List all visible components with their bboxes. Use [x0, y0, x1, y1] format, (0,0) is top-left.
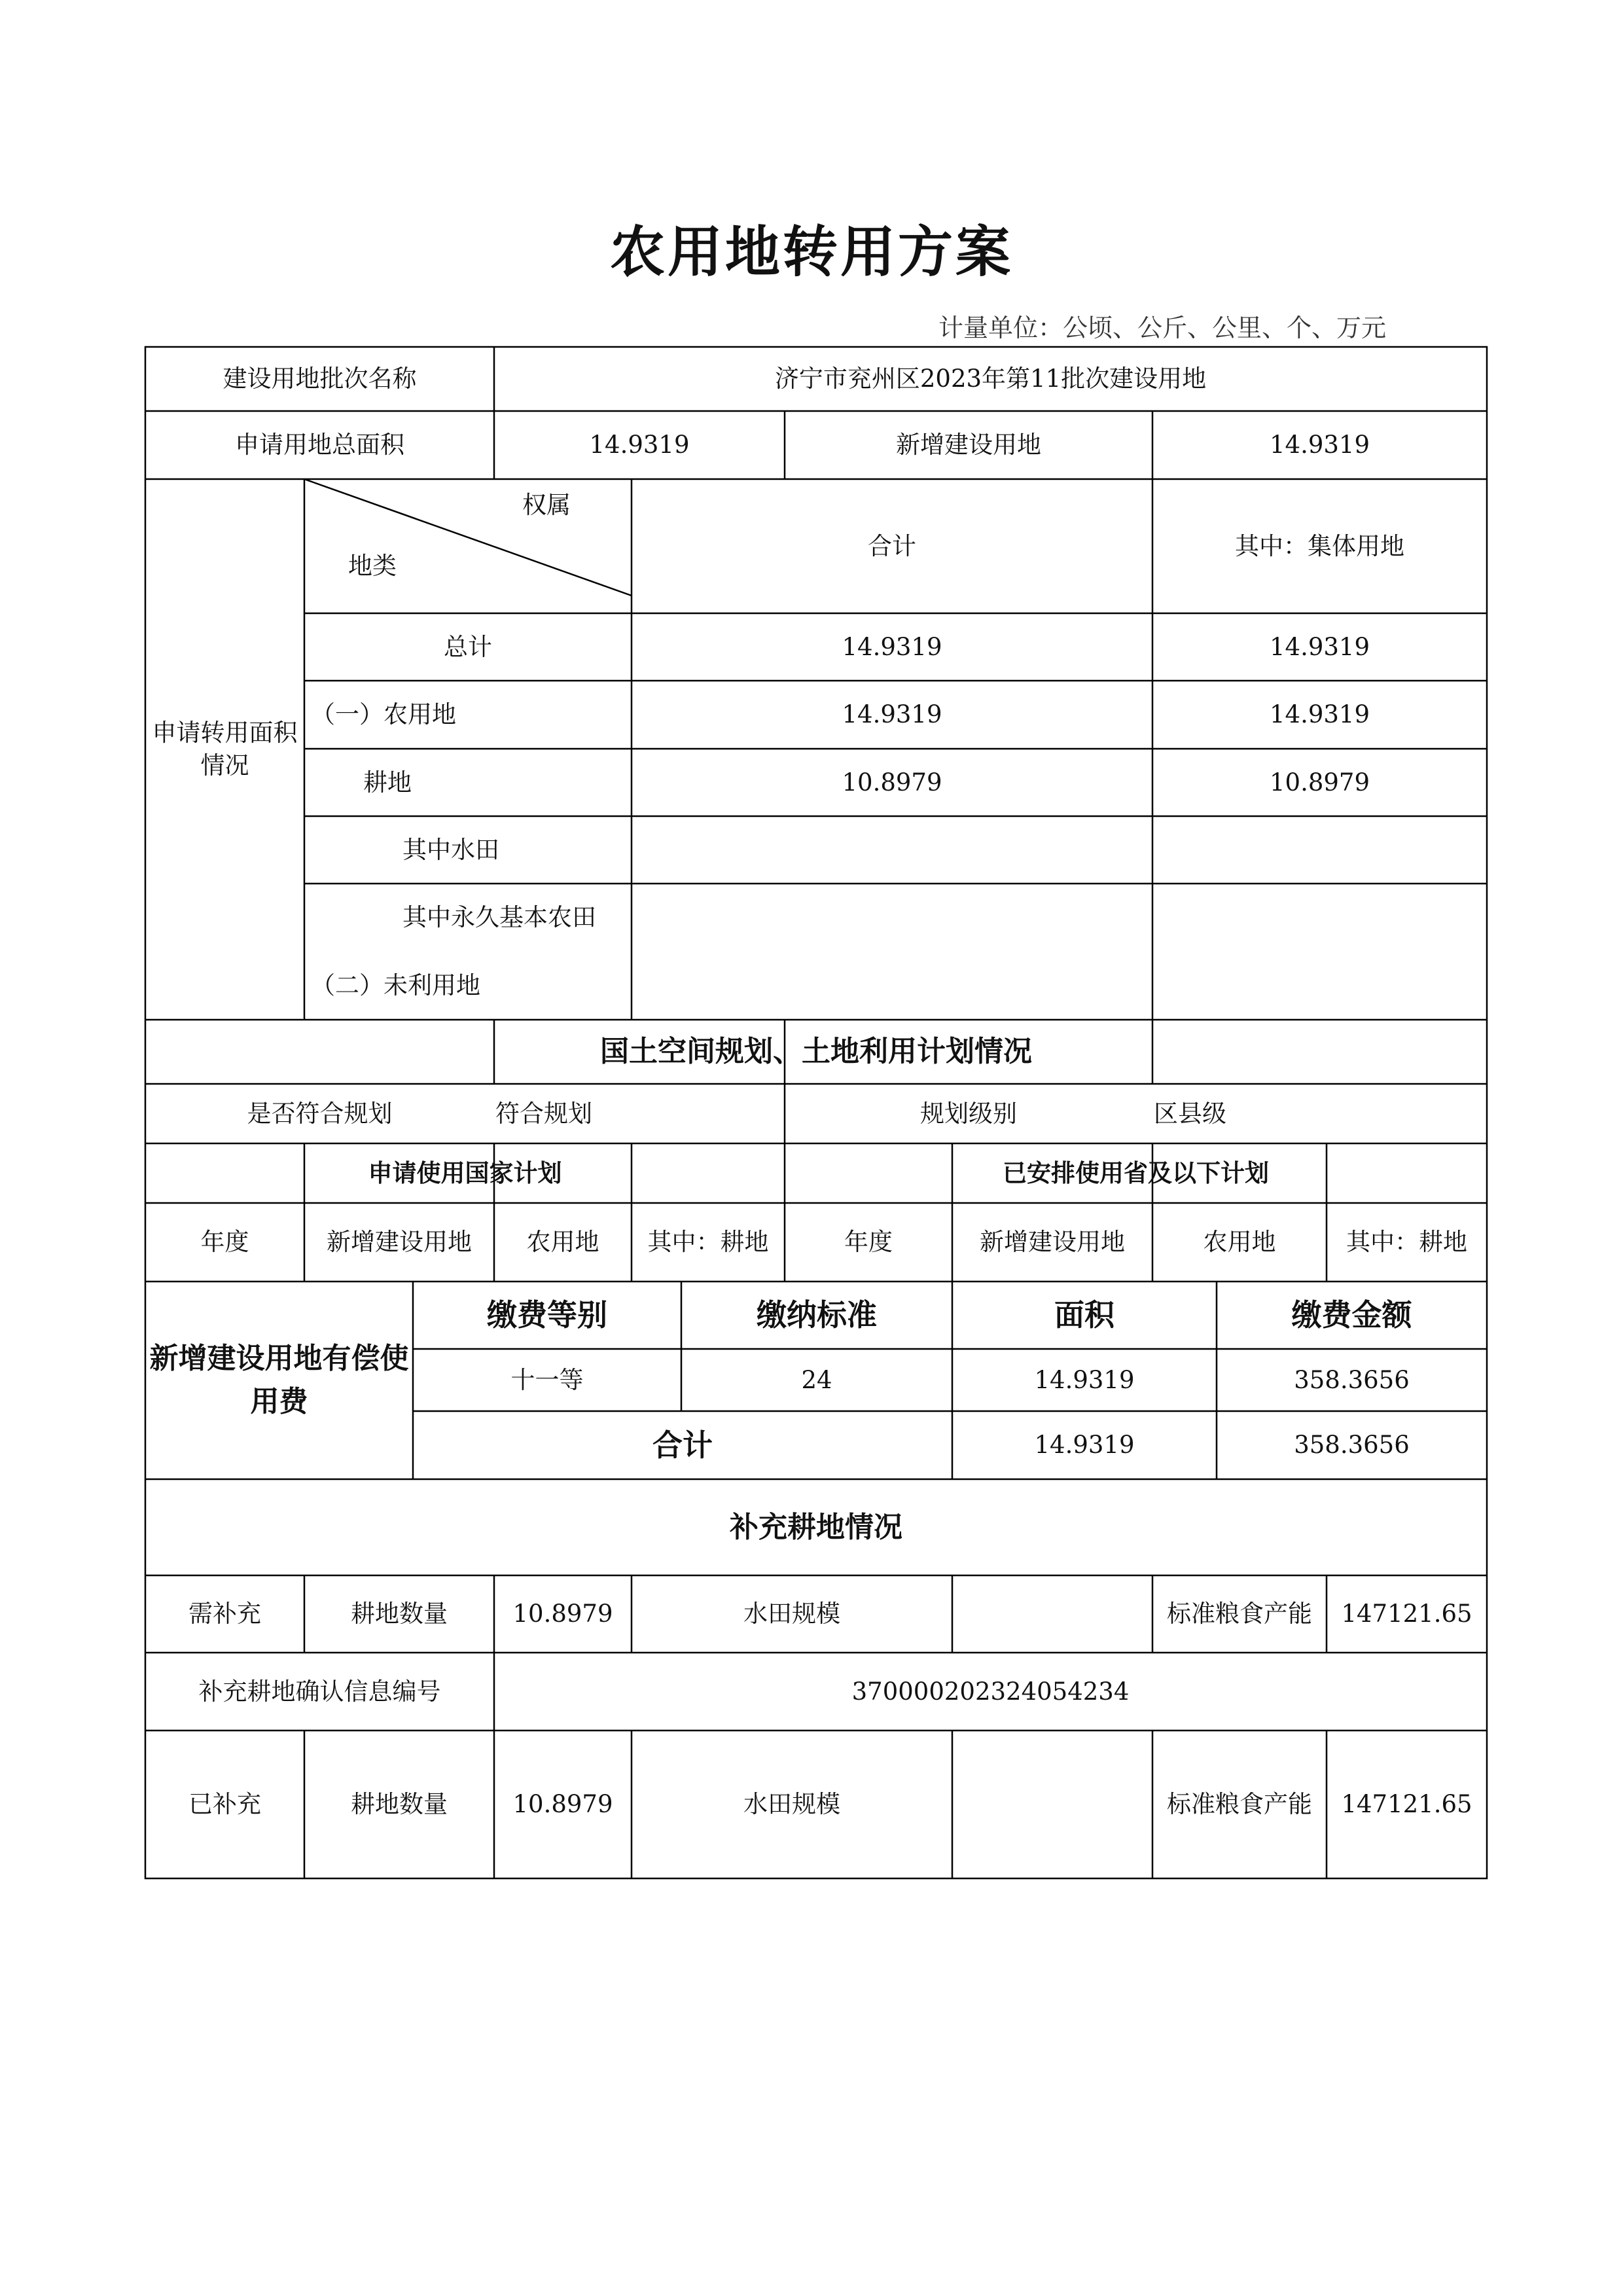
total-area-value: 14.9319 [589, 431, 690, 459]
row-value-total: 14.9319 [842, 632, 942, 661]
provincial-plan-header: 已安排使用省及以下计划 [1003, 1158, 1269, 1187]
fee-area-value: 14.9319 [1034, 1365, 1135, 1394]
fee-col-area: 面积 [1054, 1297, 1115, 1333]
conform-value: 符合规划 [495, 1099, 592, 1128]
need-grain-label: 标准粮食产能 [1167, 1600, 1312, 1628]
level-label: 规划级别 [920, 1099, 1017, 1128]
row-label-permanent-farmland: 其中永久基本农田 [402, 903, 596, 932]
plan-col-year: 年度 [200, 1228, 249, 1257]
row-value-collective [1152, 952, 1487, 1020]
plan-col-agri: 农用地 [1203, 1228, 1276, 1257]
row-label-unused-land: （二）未利用地 [311, 971, 480, 1000]
plan-col-agri: 农用地 [526, 1228, 599, 1257]
fee-total-area: 14.9319 [1034, 1431, 1135, 1460]
row-value-total: 10.8979 [842, 768, 942, 797]
fee-standard-value: 24 [801, 1365, 832, 1394]
plan-col-cultivated: 其中：耕地 [647, 1228, 769, 1257]
plan-col-cultivated: 其中：耕地 [1346, 1228, 1467, 1257]
fee-col-standard: 缴纳标准 [757, 1297, 877, 1333]
national-plan-header: 申请使用国家计划 [368, 1158, 562, 1187]
new-land-value: 14.9319 [1269, 431, 1370, 459]
need-grain-value: 147121.65 [1341, 1600, 1472, 1628]
conform-label: 是否符合规划 [247, 1099, 393, 1128]
fee-total-label: 合计 [652, 1427, 713, 1463]
new-land-label: 新增建设用地 [896, 431, 1041, 459]
unit-note: 计量单位：公顷、公斤、公里、个、万元 [938, 314, 1386, 342]
fee-section-label: 新增建设用地有偿使用费 [149, 1342, 409, 1418]
plan-col-new-land: 新增建设用地 [327, 1228, 472, 1257]
row-value-collective: 10.8979 [1269, 768, 1370, 797]
batch-name-label: 建设用地批次名称 [223, 365, 417, 393]
done-paddy-label: 水田规模 [743, 1790, 840, 1819]
row-value-collective [1152, 884, 1487, 952]
row-label-paddy: 其中水田 [402, 835, 499, 864]
plan-col-new-land: 新增建设用地 [980, 1228, 1125, 1257]
batch-name-value: 济宁市兖州区2023年第11批次建设用地 [774, 365, 1207, 393]
row-value-total: 14.9319 [842, 700, 942, 729]
conversion-section-label: 申请转用面积情况 [152, 719, 298, 780]
col-collective-header: 其中：集体用地 [1235, 531, 1404, 560]
fee-total-amount: 358.3656 [1294, 1431, 1410, 1460]
done-qty-label: 耕地数量 [351, 1790, 448, 1819]
done-label: 已补充 [188, 1790, 261, 1819]
need-paddy-label: 水田规模 [743, 1600, 840, 1628]
row-value-collective: 14.9319 [1269, 632, 1370, 661]
done-grain-value: 147121.65 [1341, 1790, 1472, 1819]
row-label-grand-total: 总计 [444, 632, 492, 661]
confirm-value: 370000202324054234 [851, 1677, 1130, 1706]
page-title: 农用地转用方案 [609, 220, 1013, 284]
row-label-cultivated: 耕地 [363, 768, 412, 797]
total-area-label: 申请用地总面积 [235, 431, 404, 459]
plan-col-year: 年度 [844, 1228, 893, 1257]
done-qty-value: 10.8979 [512, 1790, 613, 1819]
col-total-header: 合计 [868, 531, 916, 560]
fee-amount-value: 358.3656 [1294, 1365, 1410, 1394]
done-paddy-value [952, 1731, 1152, 1878]
row-value-total [632, 816, 1152, 884]
fee-col-amount: 缴费金额 [1291, 1297, 1412, 1333]
row-label-agricultural: （一）农用地 [311, 700, 456, 729]
row-value-collective: 14.9319 [1269, 700, 1370, 729]
planning-section-title: 国土空间规划、土地利用计划情况 [600, 1035, 1032, 1069]
confirm-label: 补充耕地确认信息编号 [198, 1677, 441, 1706]
land-conversion-table [145, 347, 1487, 1878]
need-qty-value: 10.8979 [512, 1600, 613, 1628]
diagonal-top-label: 权属 [522, 491, 571, 520]
need-qty-label: 耕地数量 [351, 1600, 448, 1628]
row-value-collective [1152, 816, 1487, 884]
supplement-section-title: 补充耕地情况 [730, 1510, 902, 1544]
row-value-total [632, 952, 1152, 1020]
need-label: 需补充 [188, 1600, 261, 1628]
level-value: 区县级 [1154, 1099, 1226, 1128]
done-grain-label: 标准粮食产能 [1167, 1790, 1312, 1819]
diagonal-bottom-label: 地类 [348, 552, 397, 581]
need-paddy-value [952, 1575, 1152, 1653]
fee-col-grade: 缴费等别 [487, 1297, 607, 1333]
fee-grade-value: 十一等 [510, 1365, 584, 1394]
row-value-total [632, 884, 1152, 952]
